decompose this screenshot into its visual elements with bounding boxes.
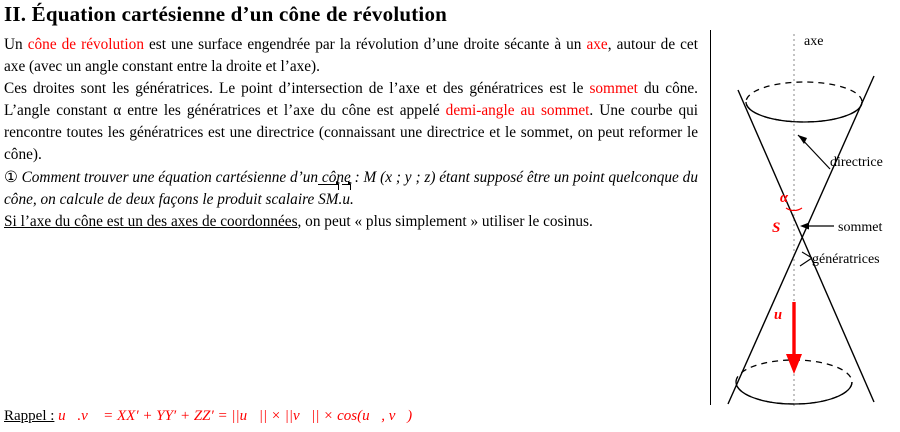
label-generatrices: génératrices	[812, 252, 880, 267]
term-axe: axe	[586, 36, 608, 53]
vector-u-head	[786, 354, 802, 374]
text-fragment: est une surface engendrée par la révolution d’une droite sécante à un	[143, 36, 587, 53]
term-sommet: sommet	[589, 80, 638, 98]
text-fragment: M (x ; y ; z) étant supposé être un point quelconque du cône, on calcule de deux façons le produit scalaire	[4, 168, 698, 208]
vector-sm: SM	[318, 189, 338, 211]
generatrices-pointer-line-2	[800, 258, 812, 266]
text-fragment: Ces droites sont les génératrices. Le point d’intersection de l’axe et des génératrices est le	[4, 80, 590, 98]
label-vecteur-u: u⃗	[774, 307, 794, 323]
text-fragment: du cône. L’angle constant α entre les génératrices et l’axe du cône est appelé	[4, 80, 698, 120]
list-marker-1: ①	[4, 168, 18, 186]
paragraph-generatrices	[4, 78, 698, 166]
paragraph-methode	[4, 167, 698, 211]
vertical-divider	[710, 30, 711, 405]
text-fragment: . Une courbe qui rencontre toutes les génératrices est une directrice (connaissant une directrice et le sommet, on peut reformer le cône).	[4, 102, 698, 164]
upper-directrice-solid	[746, 102, 862, 122]
paragraph-definition	[4, 34, 698, 78]
label-sommet: sommet	[838, 220, 883, 235]
text-fragment: Un	[4, 36, 28, 53]
body-text-column	[4, 34, 698, 233]
method-heading: Comment trouver une équation cartésienne d’un cône :	[21, 168, 360, 186]
cone-figure	[712, 30, 900, 408]
generatrix-line-1	[738, 90, 874, 402]
label-alpha: α	[780, 190, 789, 206]
text-fragment: , autour de cet axe (avec un angle constant entre la droite et l’axe).	[4, 36, 698, 76]
sommet-arrow-head	[800, 223, 809, 230]
axis-condition: Si l’axe du cône est un des axes de coordonnées	[4, 212, 298, 230]
label-directrice: directrice	[830, 155, 883, 170]
term-cone-de-revolution: cône de révolution	[27, 36, 144, 53]
rappel-line	[4, 408, 412, 425]
label-sommet-point: S	[772, 220, 781, 236]
paragraph-cosinus	[4, 211, 698, 233]
text-fragment: , on peut « plus simplement » utiliser le cosinus.	[297, 212, 593, 230]
rappel-formula: u⃗.v⃗ = XX′ + YY′ + ZZ′ = ||u⃗|| × ||v⃗|| × cos(u⃗, v⃗)	[58, 408, 413, 424]
vector-u: u	[342, 189, 350, 211]
text-fragment: .	[349, 190, 354, 208]
dot-operator: .	[338, 190, 343, 208]
page-title: II. Équation cartésienne d’un cône de révolution	[4, 2, 448, 26]
label-axe: axe	[804, 34, 824, 49]
rappel-label: Rappel :	[4, 408, 55, 424]
term-demi-angle-au-sommet: demi-angle au sommet	[445, 102, 590, 120]
